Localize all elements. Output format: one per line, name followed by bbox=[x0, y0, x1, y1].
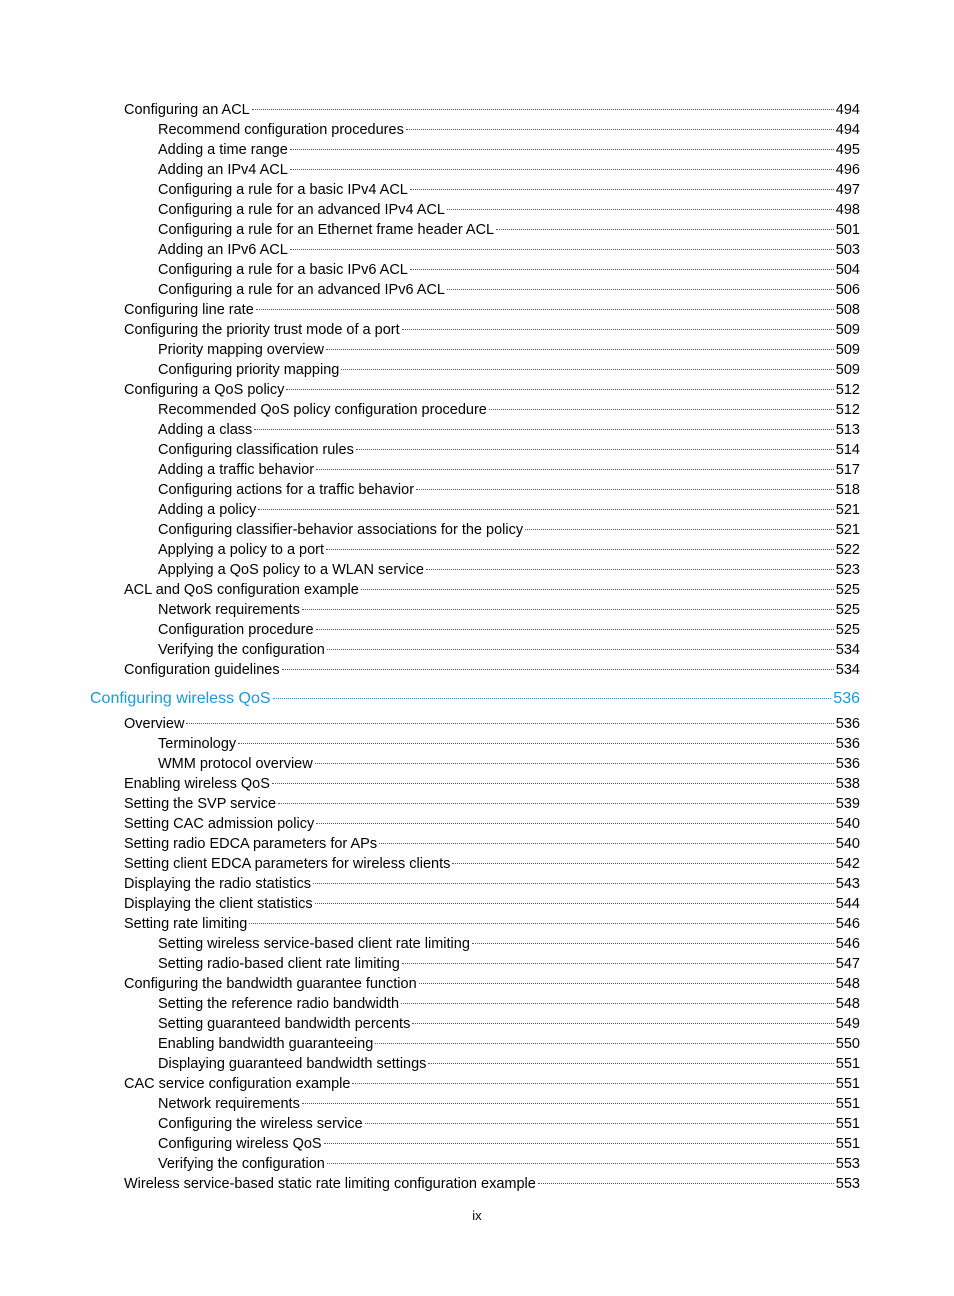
toc-entry-page: 512 bbox=[835, 402, 860, 418]
dot-leader bbox=[452, 862, 833, 864]
toc-entry-page: 551 bbox=[835, 1116, 860, 1132]
toc-entry-title: Applying a policy to a port bbox=[158, 542, 325, 558]
dot-leader bbox=[186, 722, 833, 724]
toc-entry-page: 509 bbox=[835, 342, 860, 358]
toc-entry-page: 539 bbox=[835, 796, 860, 812]
toc-entry-title: Configuring classifier-behavior associations for the policy bbox=[158, 522, 524, 538]
toc-entry[interactable] bbox=[158, 120, 860, 140]
toc-entry-title: Configuring line rate bbox=[124, 302, 254, 318]
toc-entry-title: Priority mapping overview bbox=[158, 342, 325, 358]
dot-leader bbox=[302, 608, 834, 610]
dot-leader bbox=[238, 742, 834, 744]
dot-leader bbox=[252, 108, 834, 110]
toc-entry-title: Setting CAC admission policy bbox=[124, 816, 315, 832]
toc-entry-title: Recommended QoS policy configuration procedure bbox=[158, 402, 487, 418]
dot-leader bbox=[401, 1002, 834, 1004]
toc-entry[interactable] bbox=[158, 400, 860, 420]
toc-entry-page: 536 bbox=[833, 690, 860, 707]
toc-entry-title: Configuring the priority trust mode of a port bbox=[124, 322, 400, 338]
dot-leader bbox=[313, 882, 834, 884]
toc-entry[interactable] bbox=[158, 540, 860, 560]
toc-entry-page: 548 bbox=[835, 976, 860, 992]
toc-entry-page: 501 bbox=[835, 222, 860, 238]
toc-entry[interactable] bbox=[158, 754, 860, 774]
toc-entry[interactable] bbox=[158, 1134, 860, 1154]
toc-entry-title: Configuring a rule for an Ethernet frame header ACL bbox=[158, 222, 495, 238]
toc-entry[interactable] bbox=[124, 714, 860, 734]
toc-entry-page: 509 bbox=[835, 362, 860, 378]
dot-leader bbox=[286, 388, 833, 390]
dot-leader bbox=[402, 328, 834, 330]
toc-entry[interactable] bbox=[124, 814, 860, 834]
toc-entry[interactable] bbox=[158, 420, 860, 440]
dot-leader bbox=[419, 982, 834, 984]
toc-entry-title: Applying a QoS policy to a WLAN service bbox=[158, 562, 424, 578]
toc-entry[interactable] bbox=[158, 500, 860, 520]
toc-entry-page: 543 bbox=[835, 876, 860, 892]
toc-entry-title: Adding a time range bbox=[158, 142, 288, 158]
toc-entry-page: 512 bbox=[835, 382, 860, 398]
toc-entry-page: 506 bbox=[835, 282, 860, 298]
toc-entry-page: 518 bbox=[835, 482, 860, 498]
toc-entry[interactable] bbox=[124, 100, 860, 120]
toc-entry[interactable] bbox=[158, 240, 860, 260]
toc-entry-title: Setting the reference radio bandwidth bbox=[158, 996, 400, 1012]
toc-entry-page: 495 bbox=[835, 142, 860, 158]
toc-entry-title: ACL and QoS configuration example bbox=[124, 582, 359, 598]
dot-leader bbox=[258, 508, 833, 510]
dot-leader bbox=[316, 628, 834, 630]
toc-entry[interactable] bbox=[158, 260, 860, 280]
toc-entry-page: 509 bbox=[835, 322, 860, 338]
toc-entry-title: Setting radio-based client rate limiting bbox=[158, 956, 400, 972]
toc-entry-page: 550 bbox=[835, 1036, 860, 1052]
toc-entry-page: 525 bbox=[835, 602, 860, 618]
toc-entry[interactable] bbox=[158, 640, 860, 660]
toc-entry-title: Adding a policy bbox=[158, 502, 257, 518]
toc-entry-page: 553 bbox=[835, 1176, 860, 1192]
toc-entry[interactable] bbox=[158, 180, 860, 200]
toc-entry-title: Configuring classification rules bbox=[158, 442, 354, 458]
toc-entry-title: Enabling wireless QoS bbox=[124, 776, 270, 792]
toc-entry-page: 536 bbox=[835, 756, 860, 772]
toc-entry-page: 551 bbox=[835, 1136, 860, 1152]
dot-leader bbox=[447, 208, 834, 210]
toc-entry[interactable] bbox=[158, 600, 860, 620]
toc-entry-title: Configuring a QoS policy bbox=[124, 382, 285, 398]
toc-entry[interactable] bbox=[158, 1054, 860, 1074]
toc-entry-title: Configuration procedure bbox=[158, 622, 314, 638]
toc-entry[interactable] bbox=[158, 160, 860, 180]
toc-entry[interactable] bbox=[124, 660, 860, 680]
toc-entry-page: 538 bbox=[835, 776, 860, 792]
toc-entry-page: 551 bbox=[835, 1056, 860, 1072]
toc-entry[interactable] bbox=[124, 1174, 860, 1194]
dot-leader bbox=[256, 308, 834, 310]
toc-entry-title: Overview bbox=[124, 716, 185, 732]
dot-leader bbox=[290, 148, 834, 150]
toc-entry[interactable] bbox=[124, 1074, 860, 1094]
toc-entry-page: 540 bbox=[835, 836, 860, 852]
toc-entry-page: 551 bbox=[835, 1096, 860, 1112]
toc-chapter-entry[interactable] bbox=[90, 684, 860, 714]
toc-entry-page: 522 bbox=[835, 542, 860, 558]
toc-entry-title: Configuration guidelines bbox=[124, 662, 280, 678]
toc-entry[interactable] bbox=[158, 280, 860, 300]
dot-leader bbox=[410, 268, 834, 270]
toc-entry-page: 504 bbox=[835, 262, 860, 278]
toc-entry-page: 521 bbox=[835, 522, 860, 538]
toc-entry-title: Displaying the radio statistics bbox=[124, 876, 311, 892]
toc-entry[interactable] bbox=[124, 894, 860, 914]
dot-leader bbox=[324, 1142, 834, 1144]
dot-leader bbox=[426, 568, 834, 570]
dot-leader bbox=[356, 448, 834, 450]
toc-entry[interactable] bbox=[158, 220, 860, 240]
toc-entry-page: 551 bbox=[835, 1076, 860, 1092]
toc-entry-title: Setting wireless service-based client rate limiting bbox=[158, 936, 470, 952]
toc-entry-title: Wireless service-based static rate limiting configuration example bbox=[124, 1176, 536, 1192]
dot-leader bbox=[315, 902, 834, 904]
dot-leader bbox=[316, 468, 834, 470]
dot-leader bbox=[412, 1022, 833, 1024]
toc-entry-page: 494 bbox=[835, 102, 860, 118]
toc-entry-page: 549 bbox=[835, 1016, 860, 1032]
toc-entry[interactable] bbox=[158, 954, 860, 974]
dot-leader bbox=[282, 668, 834, 670]
toc-entry-title: Setting client EDCA parameters for wireless clients bbox=[124, 856, 451, 872]
toc-entry-page: 540 bbox=[835, 816, 860, 832]
dot-leader bbox=[379, 842, 834, 844]
dot-leader bbox=[290, 248, 834, 250]
toc-entry[interactable] bbox=[124, 774, 860, 794]
dot-leader bbox=[489, 408, 834, 410]
toc-entry[interactable] bbox=[158, 734, 860, 754]
toc-entry[interactable] bbox=[124, 874, 860, 894]
toc-entry[interactable] bbox=[124, 854, 860, 874]
toc-entry-title: Adding an IPv6 ACL bbox=[158, 242, 288, 258]
dot-leader bbox=[341, 368, 833, 370]
dot-leader bbox=[315, 762, 834, 764]
dot-leader bbox=[525, 528, 834, 530]
toc-entry-title: Setting rate limiting bbox=[124, 916, 248, 932]
dot-leader bbox=[326, 348, 834, 350]
toc-entry-title: Displaying the client statistics bbox=[124, 896, 313, 912]
toc-entry-page: 494 bbox=[835, 122, 860, 138]
dot-leader bbox=[327, 1162, 834, 1164]
toc-entry-title: Adding a class bbox=[158, 422, 253, 438]
toc-entry[interactable] bbox=[124, 580, 860, 600]
toc-entry[interactable] bbox=[158, 480, 860, 500]
toc-entry-title: Terminology bbox=[158, 736, 237, 752]
toc-entry[interactable] bbox=[124, 794, 860, 814]
toc-entry-page: 534 bbox=[835, 642, 860, 658]
dot-leader bbox=[254, 428, 833, 430]
toc-entry-page: 544 bbox=[835, 896, 860, 912]
toc-entry-page: 508 bbox=[835, 302, 860, 318]
toc-entry[interactable] bbox=[158, 520, 860, 540]
dot-leader bbox=[447, 288, 834, 290]
dot-leader bbox=[249, 922, 833, 924]
dot-leader bbox=[472, 942, 834, 944]
toc-entry-title: WMM protocol overview bbox=[158, 756, 313, 772]
toc-entry-page: 547 bbox=[835, 956, 860, 972]
toc-entry[interactable] bbox=[124, 320, 860, 340]
toc-entry[interactable] bbox=[158, 440, 860, 460]
dot-leader bbox=[428, 1062, 833, 1064]
toc-entry-page: 514 bbox=[835, 442, 860, 458]
toc-entry[interactable] bbox=[158, 360, 860, 380]
dot-leader bbox=[290, 168, 834, 170]
toc-entry[interactable] bbox=[158, 1034, 860, 1054]
toc-entry[interactable] bbox=[158, 620, 860, 640]
toc-entry-title: Configuring the wireless service bbox=[158, 1116, 363, 1132]
toc-entry[interactable] bbox=[158, 140, 860, 160]
dot-leader bbox=[361, 588, 834, 590]
dot-leader bbox=[316, 822, 834, 824]
toc-entry-title: Setting guaranteed bandwidth percents bbox=[158, 1016, 411, 1032]
toc-entry[interactable] bbox=[158, 1014, 860, 1034]
toc-entry[interactable] bbox=[158, 340, 860, 360]
toc-entry[interactable] bbox=[158, 560, 860, 580]
toc-entry-title: Configuring wireless QoS bbox=[158, 1136, 322, 1152]
toc-entry-page: 517 bbox=[835, 462, 860, 478]
toc-entry-title: CAC service configuration example bbox=[124, 1076, 351, 1092]
dot-leader bbox=[410, 188, 834, 190]
toc-entry-title: Displaying guaranteed bandwidth settings bbox=[158, 1056, 427, 1072]
toc-entry-page: 523 bbox=[835, 562, 860, 578]
dot-leader bbox=[326, 548, 834, 550]
toc-entry-title: Verifying the configuration bbox=[158, 642, 325, 658]
toc-entry-page: 546 bbox=[835, 936, 860, 952]
dot-leader bbox=[352, 1082, 833, 1084]
dot-leader bbox=[272, 782, 834, 784]
dot-leader bbox=[278, 802, 834, 804]
page-number: ix bbox=[472, 1208, 482, 1223]
toc-entry[interactable] bbox=[158, 934, 860, 954]
toc-entry[interactable] bbox=[158, 1094, 860, 1114]
dot-leader bbox=[416, 488, 834, 490]
toc-entry-page: 546 bbox=[835, 916, 860, 932]
toc-entry-page: 553 bbox=[835, 1156, 860, 1172]
toc-entry-title: Recommend configuration procedures bbox=[158, 122, 404, 138]
toc-entry-title: Configuring a rule for a basic IPv4 ACL bbox=[158, 182, 408, 198]
toc-entry-page: 534 bbox=[835, 662, 860, 678]
toc-entry-title: Setting radio EDCA parameters for APs bbox=[124, 836, 378, 852]
toc-entry-page: 536 bbox=[835, 716, 860, 732]
toc-entry-page: 498 bbox=[835, 202, 860, 218]
toc-entry-page: 513 bbox=[835, 422, 860, 438]
toc-entry-title: Configuring a rule for a basic IPv6 ACL bbox=[158, 262, 408, 278]
toc-entry-title: Configuring a rule for an advanced IPv6 ACL bbox=[158, 282, 445, 298]
toc-entry-page: 503 bbox=[835, 242, 860, 258]
toc-entry[interactable] bbox=[124, 380, 860, 400]
toc-entry-title: Configuring a rule for an advanced IPv4 ACL bbox=[158, 202, 445, 218]
toc-entry-page: 525 bbox=[835, 622, 860, 638]
toc-entry-title: Configuring priority mapping bbox=[158, 362, 340, 378]
toc-entry-title: Enabling bandwidth guaranteeing bbox=[158, 1036, 374, 1052]
dot-leader bbox=[327, 648, 834, 650]
dot-leader bbox=[273, 697, 832, 699]
toc-entry[interactable] bbox=[158, 1114, 860, 1134]
toc-entry-title: Adding an IPv4 ACL bbox=[158, 162, 288, 178]
dot-leader bbox=[402, 962, 834, 964]
toc-entry[interactable] bbox=[158, 994, 860, 1014]
dot-leader bbox=[406, 128, 834, 130]
toc-entry-title: Adding a traffic behavior bbox=[158, 462, 315, 478]
toc-entry[interactable] bbox=[158, 460, 860, 480]
toc-entry-page: 497 bbox=[835, 182, 860, 198]
dot-leader bbox=[365, 1122, 834, 1124]
toc-entry[interactable] bbox=[124, 300, 860, 320]
toc-entry[interactable] bbox=[124, 834, 860, 854]
toc-entry-title: Configuring wireless QoS bbox=[90, 690, 271, 707]
toc-entry-page: 536 bbox=[835, 736, 860, 752]
toc-entry-title: Configuring actions for a traffic behavior bbox=[158, 482, 415, 498]
toc-entry-title: Setting the SVP service bbox=[124, 796, 277, 812]
toc-entry-page: 542 bbox=[835, 856, 860, 872]
toc-entry-title: Network requirements bbox=[158, 1096, 300, 1112]
table-of-contents bbox=[0, 100, 954, 1194]
toc-entry-page: 548 bbox=[835, 996, 860, 1012]
dot-leader bbox=[538, 1182, 834, 1184]
toc-entry-title: Network requirements bbox=[158, 602, 300, 618]
dot-leader bbox=[375, 1042, 834, 1044]
toc-entry[interactable] bbox=[124, 914, 860, 934]
toc-entry-title: Verifying the configuration bbox=[158, 1156, 325, 1172]
dot-leader bbox=[302, 1102, 834, 1104]
toc-entry-page: 496 bbox=[835, 162, 860, 178]
dot-leader bbox=[496, 228, 834, 230]
toc-entry-page: 525 bbox=[835, 582, 860, 598]
toc-entry[interactable] bbox=[158, 1154, 860, 1174]
toc-entry-title: Configuring an ACL bbox=[124, 102, 250, 118]
toc-entry-page: 521 bbox=[835, 502, 860, 518]
toc-entry-title: Configuring the bandwidth guarantee function bbox=[124, 976, 417, 992]
toc-entry[interactable] bbox=[158, 200, 860, 220]
toc-entry[interactable] bbox=[124, 974, 860, 994]
